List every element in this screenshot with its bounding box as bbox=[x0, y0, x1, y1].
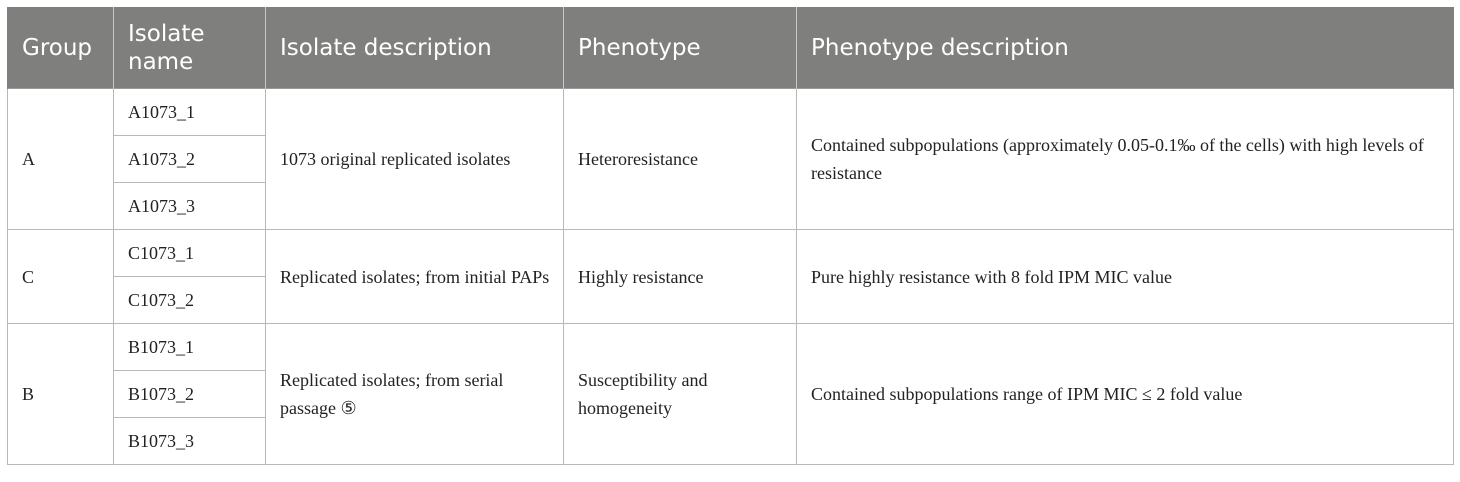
phenotype-description-cell: Pure highly resistance with 8 fold IPM MIC value bbox=[797, 230, 1454, 324]
isolate-description-cell: 1073 original replicated isolates bbox=[266, 89, 564, 230]
isolate-name-cell: B1073_2 bbox=[114, 371, 266, 418]
table-row bbox=[8, 324, 1454, 371]
header-isolate-name: Isolate name bbox=[114, 8, 266, 89]
isolate-name-cell: A1073_1 bbox=[114, 89, 266, 136]
isolate-description-cell: Replicated isolates; from initial PAPs bbox=[266, 230, 564, 324]
group-cell: A bbox=[8, 89, 114, 230]
header-group: Group bbox=[8, 8, 114, 89]
isolate-name-cell: B1073_3 bbox=[114, 418, 266, 465]
header-row bbox=[8, 8, 1454, 89]
isolate-name-cell: A1073_3 bbox=[114, 183, 266, 230]
header-phenotype: Phenotype bbox=[564, 8, 797, 89]
header-isolate-description: Isolate description bbox=[266, 8, 564, 89]
phenotype-cell: Susceptibility and homogeneity bbox=[564, 324, 797, 465]
header-phenotype-description: Phenotype description bbox=[797, 8, 1454, 89]
table-row bbox=[8, 89, 1454, 136]
phenotype-cell: Highly resistance bbox=[564, 230, 797, 324]
group-cell: B bbox=[8, 324, 114, 465]
isolates-table bbox=[7, 7, 1454, 465]
phenotype-description-cell: Contained subpopulations range of IPM MIC ≤ 2 fold value bbox=[797, 324, 1454, 465]
phenotype-description-cell: Contained subpopulations (approximately 0.05-0.1‰ of the cells) with high levels of resistance bbox=[797, 89, 1454, 230]
isolate-name-cell: A1073_2 bbox=[114, 136, 266, 183]
table-row bbox=[8, 230, 1454, 277]
isolate-description-cell: Replicated isolates; from serial passage ⑤ bbox=[266, 324, 564, 465]
isolate-name-cell: C1073_1 bbox=[114, 230, 266, 277]
isolate-name-cell: B1073_1 bbox=[114, 324, 266, 371]
group-cell: C bbox=[8, 230, 114, 324]
phenotype-cell: Heteroresistance bbox=[564, 89, 797, 230]
isolate-name-cell: C1073_2 bbox=[114, 277, 266, 324]
